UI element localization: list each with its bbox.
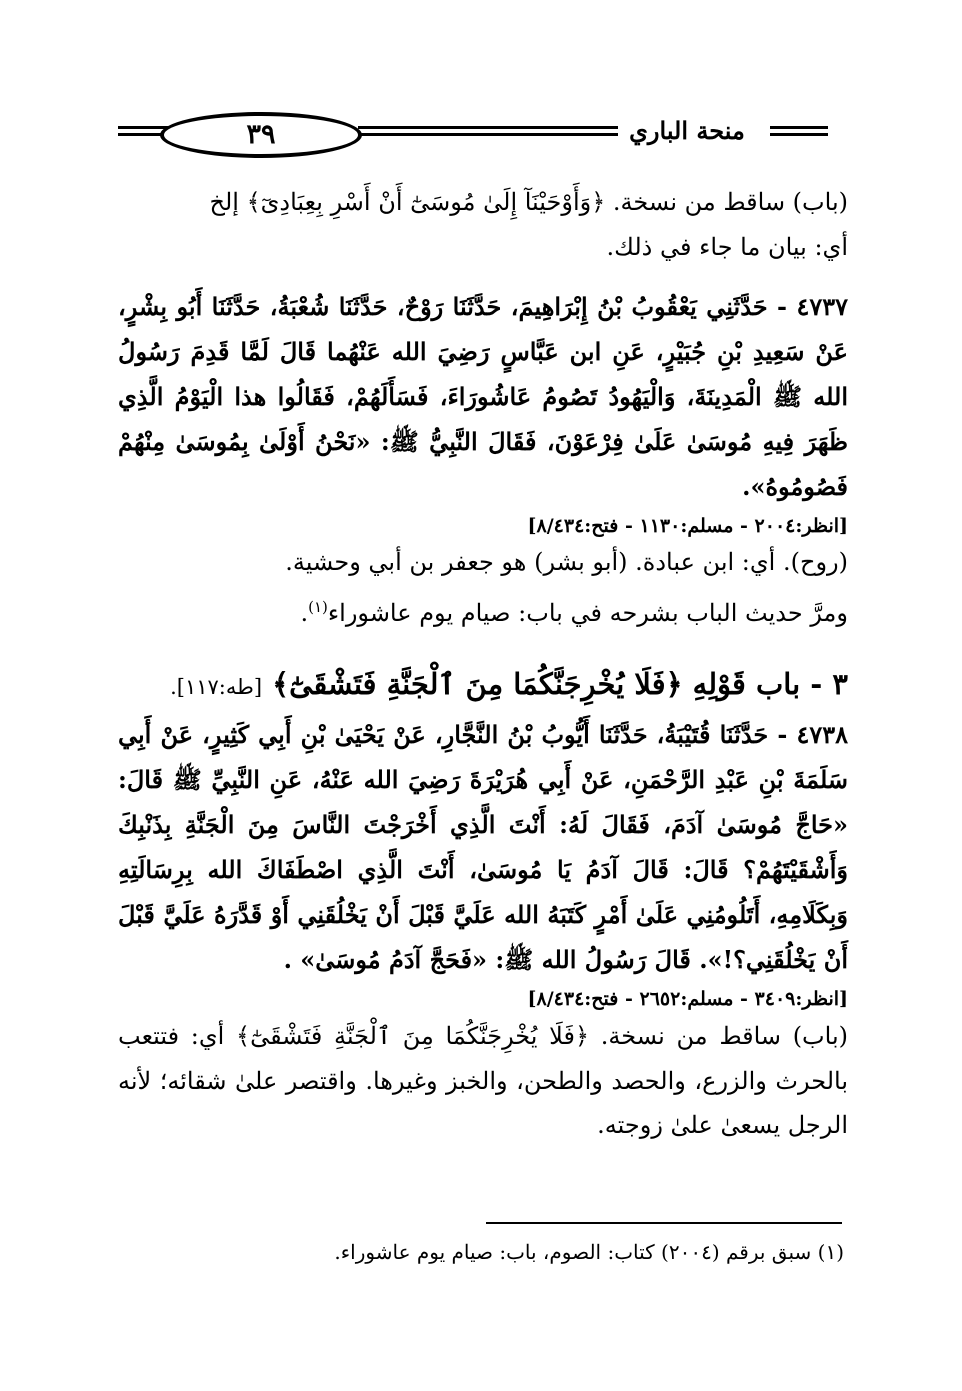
commentary-1-line-2-end: . — [300, 598, 309, 627]
header-rule-middle-top — [358, 126, 618, 129]
paragraph-intro — [118, 180, 848, 269]
commentary-1-line-2 — [118, 585, 848, 636]
footnote: (١) سبق برقم (٢٠٠٤) كتاب: الصوم، باب: صيام يوم عاشوراء. — [334, 1240, 844, 1264]
chapter-heading-reference: [طه:١١٧]. — [170, 675, 263, 699]
paragraph-commentary-1 — [118, 540, 848, 635]
hadith-4738 — [118, 712, 848, 1016]
hadith-4737-reference: [انظر:٢٠٠٤ - مسلم:١١٣٠ - فتح:٨/٤٣٤] — [527, 515, 848, 537]
chapter-heading-title: ٣ - باب قَوْلِهِ ﴿فَلَا يُخْرِجَنَّكُمَا مِنَ ٱلْجَنَّةِ فَتَشْقَىٰٓ﴾ — [272, 667, 848, 701]
commentary-1-line-2-text: ومرَّ حديث الباب بشرحه في باب: صيام يوم عاشوراء — [327, 598, 848, 627]
hadith-4738-text: ٤٧٣٨ - حَدَّثَنَا قُتَيْبَةُ، حَدَّثَنَا أَيُّوبُ بْنُ النَّجَّارِ، عَنْ يَحْيَىٰ بْنِ أَبِي كَثِيرٍ، عَنْ أَبِي سَلَمَةَ بْنِ عَبْدِ الرَّحْمَنِ، عَنْ أَبِي هُرَيْرَةَ رَضِيَ الله عَنْهُ، عَنِ النَّبِيِّ ﷺ قَالَ: «حَاجَّ مُوسَىٰ آدَمَ، فَقَالَ لَهُ: أَنْتَ الَّذِي أَخْرَجْتَ النَّاسَ مِنَ الْجَنَّةِ بِذَنْبِكَ وَأَشْقَيْتَهُمْ؟ قَالَ: قَالَ آدَمُ يَا مُوسَىٰ، أَنْتَ الَّذِي اصْطَفَاكَ الله بِرِسَالَتِهِ وَبِكَلَامِهِ، أَتَلُومُنِي عَلَىٰ أَمْرٍ كَتَبَهُ الله عَلَيَّ قَبْلَ أَنْ يَخْلُقَنِي أَوْ قَدَّرَهُ عَلَيَّ قَبْلَ أَنْ يَخْلُقَنِي؟!». قَالَ رَسُولُ الله ﷺ: «فَحَجَّ آدَمُ مُوسَىٰ» . — [118, 720, 849, 974]
hadith-4737-text: ٤٧٣٧ - حَدَّثَنِي يَعْقُوبُ بْنُ إِبْرَاهِيمَ، حَدَّثَنَا رَوْحٌ، حَدَّثَنَا شُعْبَةُ، حَدَّثَنَا أَبُو بِشْرٍ، عَنْ سَعِيدِ بْنِ جُبَيْرٍ، عَنِ ابن عَبَّاسٍ رَضِيَ الله عَنْهُما قَالَ لَمَّا قَدِمَ رَسُولُ الله ﷺ الْمَدِينَةَ، وَالْيَهُودُ تَصُومُ عَاشُورَاءَ، فَسَأَلَهُمْ، فَقَالُوا هذا الْيَوْمُ الَّذِي ظَهَرَ فِيهِ مُوسَىٰ عَلَىٰ فِرْعَوْنَ، فَقَالَ النَّبِيُّ ﷺ: «نَحْنُ أَوْلَىٰ بِمُوسَىٰ مِنْهُمْ فَصُومُوهُ». — [118, 292, 848, 501]
intro-line-2: أي: بيان ما جاء في ذلك. — [606, 232, 848, 261]
footnote-marker: (١) — [308, 597, 328, 616]
page-header — [118, 106, 832, 166]
hadith-4737 — [118, 284, 848, 543]
book-title: منحة الباري — [629, 116, 745, 145]
commentary-1-line-1: (روح). أي: ابن عبادة. (أبو بشر) هو جعفر بن أبي وحشية. — [285, 548, 848, 576]
footnote-divider — [486, 1222, 842, 1224]
commentary-2-text: (باب) ساقط من نسخة. ﴿فَلَا يُخْرِجَنَّكُمَا مِنَ ٱلْجَنَّةِ فَتَشْقَىٰٓ﴾ أي: فتتعب بالحرث والزرع، والحصد والطحن، والخبز وغيرها. واقتصر علىٰ شقائه؛ لأنه الرجل يسعىٰ علىٰ زوجته. — [118, 1022, 848, 1139]
header-rule-right-bottom — [770, 133, 828, 136]
chapter-heading-line — [118, 658, 848, 713]
header-rule-middle-bottom — [358, 133, 618, 136]
page-number: ٣٩ — [160, 112, 362, 158]
intro-line-1: (باب) ساقط من نسخة. ﴿وَأَوْحَيْنَآ إِلَىٰ مُوسَىٰٓ أَنْ أَسْرِ بِعِبَادِىٓ﴾ إلخ — [209, 188, 848, 216]
paragraph-commentary-2 — [118, 1014, 848, 1148]
hadith-4738-reference: [انظر:٣٤٠٩ - مسلم:٢٦٥٢ - فتح:٨/٤٣٤] — [527, 988, 848, 1010]
header-rule-right-top — [770, 126, 828, 129]
chapter-heading — [118, 658, 848, 713]
